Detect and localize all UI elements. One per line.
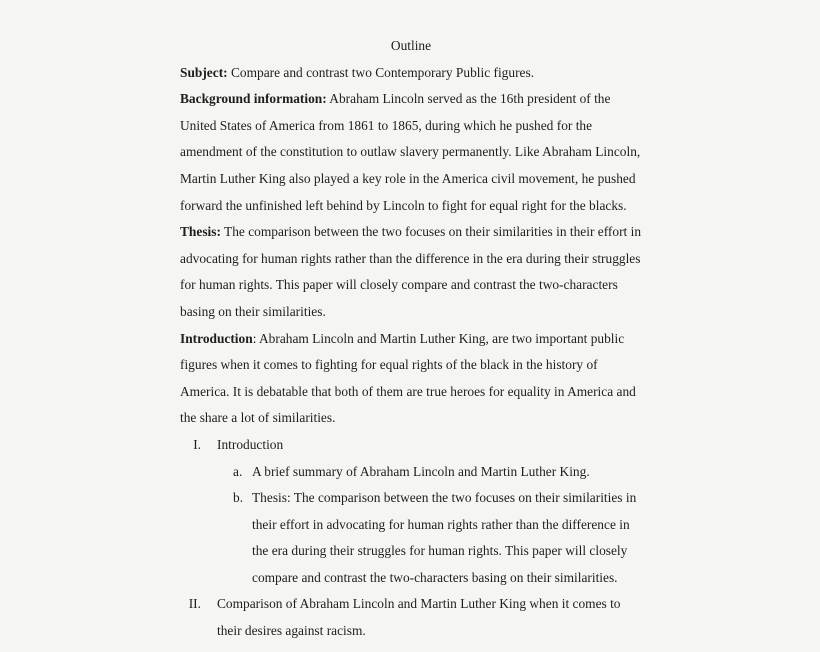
outline-item-text: Comparison of Abraham Lincoln and Martin Luther King when it comes to their desires against racism. bbox=[217, 596, 621, 639]
document-content bbox=[180, 33, 642, 645]
outline-item-text: A brief summary of Abraham Lincoln and Martin Luther King. bbox=[252, 463, 590, 479]
paragraph bbox=[180, 219, 642, 325]
paragraph-text: Compare and contrast two Contemporary Public figures. bbox=[227, 64, 535, 80]
paragraph bbox=[180, 60, 642, 87]
paragraph bbox=[180, 86, 642, 219]
outline-item-marker: b. bbox=[233, 490, 244, 506]
paragraph-label: Subject: bbox=[180, 64, 228, 80]
outline-item bbox=[180, 485, 642, 591]
paragraph-label: Thesis: bbox=[180, 224, 221, 240]
outline-item-text: Introduction bbox=[217, 436, 284, 452]
outline-item bbox=[180, 459, 642, 486]
outline-item-marker: II. bbox=[188, 596, 201, 612]
outline-item-text: Thesis: The comparison between the two focuses on their similarities in their effort in advocating for human rights rather than the difference in the era during their struggles for human rights. This paper will closely compare and contrast the two-characters basing on their similarities. bbox=[252, 490, 637, 585]
outline-item-marker: a. bbox=[233, 463, 243, 479]
paragraph-text: Abraham Lincoln served as the 16th president of the United States of America from 1861 to 1865, during which he pushed for the amendment of the constitution to outlaw slavery permanently. Like Abraham Lincoln, Martin Luther King also played a key role in the America civil movement, he pushed forward the unfinished left behind by Lincoln to fight for equal right for the blacks. bbox=[180, 91, 641, 213]
outline-item-marker: I. bbox=[193, 436, 201, 452]
paragraph-text: The comparison between the two focuses on their similarities in their effort in advocating for human rights rather than the difference in the era during their struggles for human rights. This paper will closely compare and contrast the two-characters basing on their similarities. bbox=[180, 224, 642, 319]
paragraph-label: Background information: bbox=[180, 91, 327, 107]
outline-list bbox=[180, 432, 642, 645]
paragraph bbox=[180, 326, 642, 432]
paragraph-label: Introduction bbox=[180, 330, 253, 346]
document-title: Outline bbox=[390, 38, 432, 53]
paragraph-text: : Abraham Lincoln and Martin Luther King, are two important public figures when it comes to fighting for equal rights of the black in the history of America. It is debatable that both of them are true heroes for equality in America and the share a lot of similarities. bbox=[180, 330, 636, 426]
outline-item bbox=[180, 432, 642, 459]
outline-item bbox=[180, 591, 642, 644]
document-paragraphs bbox=[180, 60, 642, 432]
